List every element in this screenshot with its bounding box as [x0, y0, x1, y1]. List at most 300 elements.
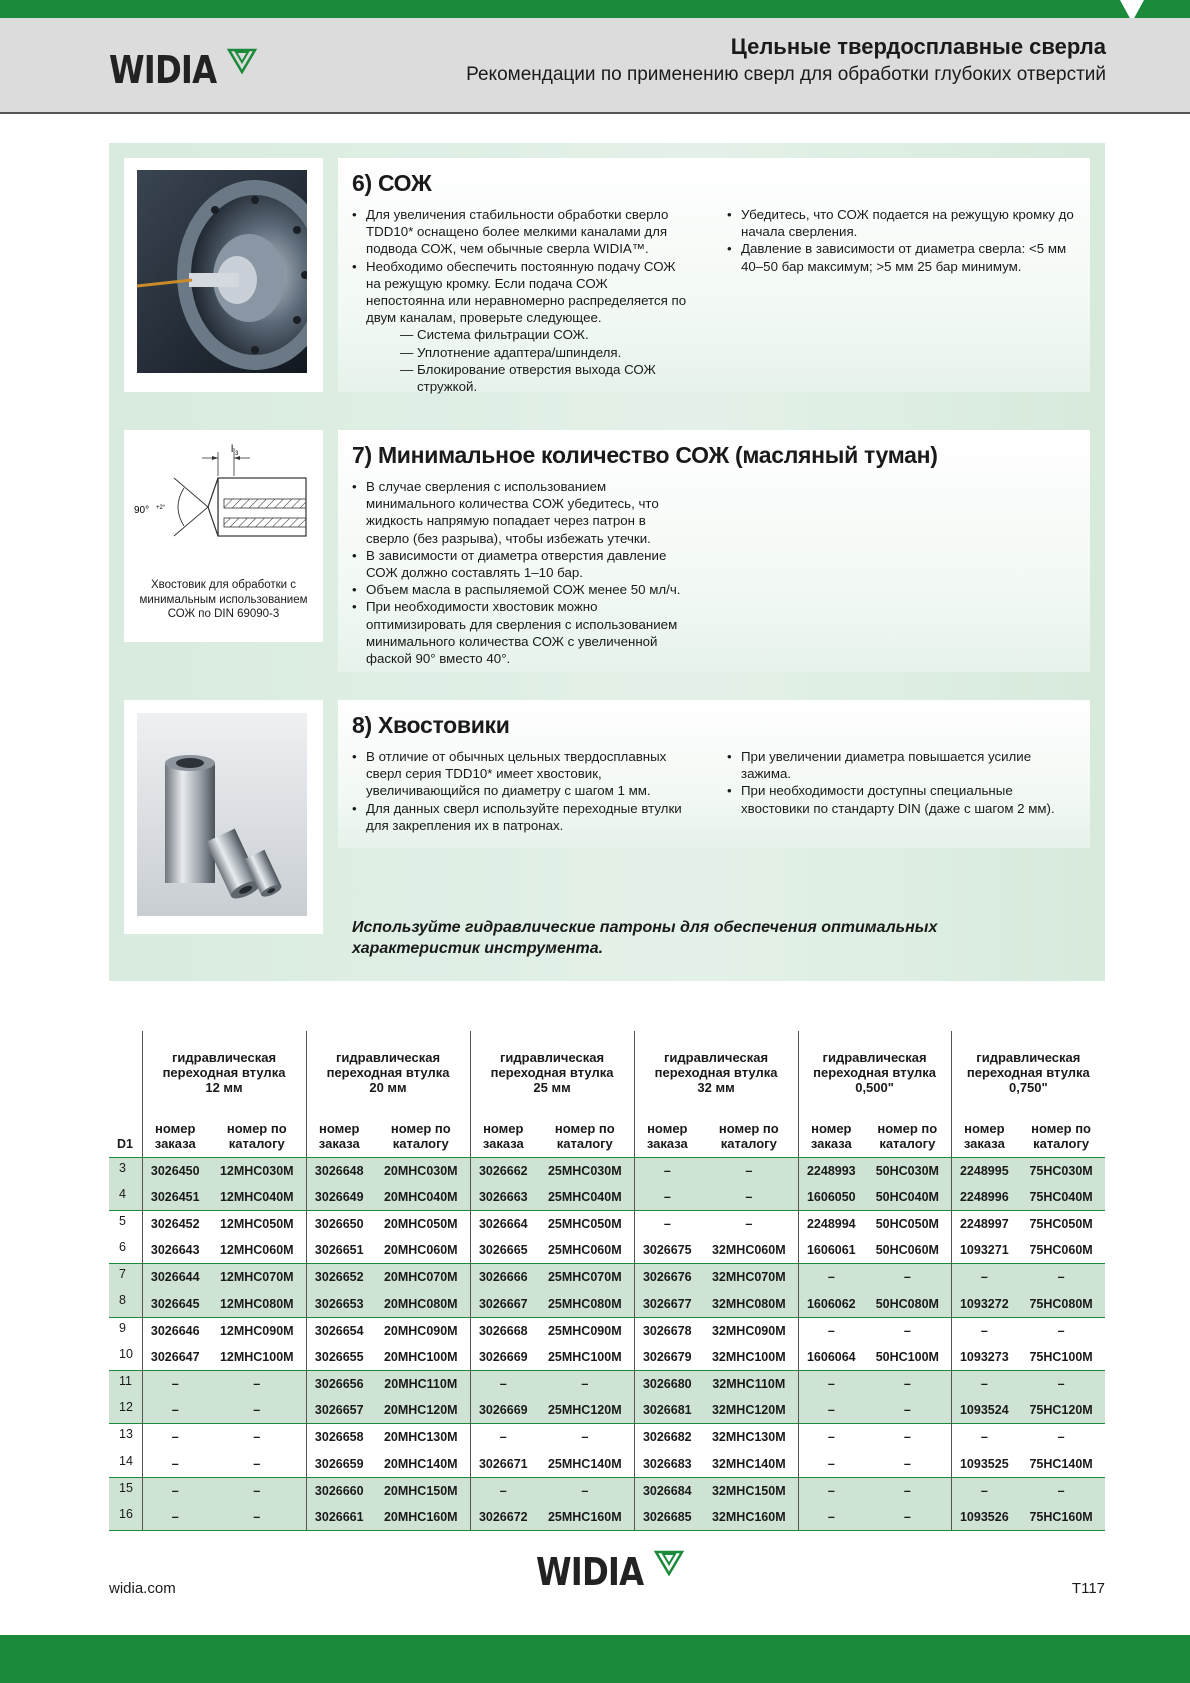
order-number-cell: 3026644: [142, 1264, 208, 1291]
catalog-number-cell: 12MHC090M: [208, 1317, 306, 1344]
catalog-number-cell: –: [1017, 1371, 1105, 1398]
order-number-cell: 3026647: [142, 1344, 208, 1371]
group-header: [470, 1031, 634, 1113]
table-row: [109, 1317, 1105, 1344]
order-number-cell: –: [951, 1317, 1017, 1344]
order-number-cell: –: [634, 1157, 700, 1184]
table-body: [109, 1157, 1105, 1531]
sub-line: номер: [647, 1120, 688, 1136]
catalog-number-cell: 32MHC090M: [700, 1317, 798, 1344]
catalog-number-cell: 25MHC090M: [536, 1317, 634, 1344]
group-line: 0,750": [1008, 1079, 1048, 1095]
table-row: [109, 1451, 1105, 1478]
catalog-number-cell: 50HC060M: [864, 1237, 951, 1264]
catalog-number-cell: –: [700, 1210, 798, 1237]
catalog-number-cell: –: [700, 1184, 798, 1211]
list-item: • Для данных сверл используйте переходные втулки для закрепления их в патронах.: [352, 800, 697, 834]
d1-header: D1: [109, 1113, 142, 1157]
top-green-bar: [0, 0, 1190, 18]
list-item: • При необходимости доступны специальные хвостовики по стандарту DIN (даже с шагом 2 мм).: [727, 782, 1082, 816]
mql-shank-diagram: [132, 438, 316, 558]
d1-cell: 10: [109, 1344, 142, 1371]
order-number-cell: 3026669: [470, 1397, 536, 1424]
order-number-cell: 3026679: [634, 1344, 700, 1371]
order-number-cell: 3026682: [634, 1424, 700, 1451]
catalog-number-cell: 25MHC100M: [536, 1344, 634, 1371]
page-header: [0, 18, 1190, 114]
order-number-cell: 3026664: [470, 1210, 536, 1237]
order-number-cell: 3026648: [306, 1157, 372, 1184]
group-line: гидравлическая: [822, 1049, 927, 1065]
order-number-cell: 3026650: [306, 1210, 372, 1237]
list-item: • Давление в зависимости от диаметра сверла: <5 мм 40–50 бар максимум; >5 мм 25 бар минимум.: [727, 240, 1082, 274]
spindle-photo: [137, 170, 307, 373]
order-number-cell: 3026678: [634, 1317, 700, 1344]
angle-label: 90°: [134, 505, 150, 516]
order-number-cell: –: [634, 1210, 700, 1237]
catalog-number-cell: –: [1017, 1424, 1105, 1451]
sub-line: номер по: [1031, 1120, 1091, 1136]
catalog-number-cell: 12MHC070M: [208, 1264, 306, 1291]
order-number-cell: 3026676: [634, 1264, 700, 1291]
order-number-cell: 3026671: [470, 1451, 536, 1478]
catalog-number-cell: 20MHC060M: [372, 1237, 470, 1264]
order-number-cell: 1093525: [951, 1451, 1017, 1478]
section-8-title: 8) Хвостовики: [352, 712, 510, 738]
catalog-number-cell: 50HC100M: [864, 1344, 951, 1371]
catalog-number-cell: –: [1017, 1317, 1105, 1344]
list-item: [352, 258, 687, 396]
footer-url: widia.com: [109, 1580, 176, 1597]
section-8-list-right: [727, 748, 1082, 817]
catalog-number-cell: 50HC040M: [864, 1184, 951, 1211]
order-number-cell: –: [142, 1424, 208, 1451]
section-8-list-left: [352, 748, 697, 834]
catalog-number-cell: –: [208, 1371, 306, 1398]
order-number-cell: 2248997: [951, 1210, 1017, 1237]
order-number-cell: –: [798, 1477, 864, 1504]
sub-line: номер: [319, 1120, 360, 1136]
angle-tolerance: +2°: [156, 505, 166, 511]
catalog-number-cell: –: [208, 1477, 306, 1504]
sub-line: каталогу: [392, 1135, 449, 1151]
sub-line: номер: [483, 1120, 524, 1136]
group-line: переходная втулка: [490, 1064, 614, 1080]
catalog-number-cell: –: [864, 1451, 951, 1478]
order-number-header: [142, 1113, 208, 1157]
table-row: [109, 1371, 1105, 1398]
d1-cell: 9: [109, 1317, 142, 1344]
table-row: [109, 1477, 1105, 1504]
sub-line: каталогу: [228, 1135, 285, 1151]
catalog-number-cell: 20MHC070M: [372, 1264, 470, 1291]
section-7-title: 7) Минимальное количество СОЖ (масляный туман): [352, 442, 938, 468]
order-number-cell: 3026663: [470, 1184, 536, 1211]
footer-logo: [536, 1550, 684, 1594]
sub-line: заказа: [318, 1135, 360, 1151]
catalog-number-cell: 20MHC050M: [372, 1210, 470, 1237]
group-line: переходная втулка: [966, 1064, 1090, 1080]
adapter-sleeve-table: [109, 1031, 1105, 1531]
catalog-number-cell: 75HC100M: [1017, 1344, 1105, 1371]
order-number-cell: 1093271: [951, 1237, 1017, 1264]
catalog-number-cell: 20MHC110M: [372, 1371, 470, 1398]
order-number-cell: 3026681: [634, 1397, 700, 1424]
catalog-number-cell: –: [536, 1424, 634, 1451]
catalog-number-cell: 20MHC080M: [372, 1290, 470, 1317]
sub-line: номер: [155, 1120, 196, 1136]
catalog-number-cell: 50HC080M: [864, 1290, 951, 1317]
order-number-cell: 3026655: [306, 1344, 372, 1371]
coolant-photo-box: [124, 158, 323, 392]
dim-label: l: [231, 444, 234, 455]
group-header: [634, 1031, 798, 1113]
order-number-cell: 3026452: [142, 1210, 208, 1237]
catalog-number-cell: –: [864, 1504, 951, 1531]
order-number-cell: –: [798, 1424, 864, 1451]
d1-cell: 6: [109, 1237, 142, 1264]
order-number-cell: 3026653: [306, 1290, 372, 1317]
group-line: переходная втулка: [162, 1064, 286, 1080]
group-line: гидравлическая: [335, 1049, 441, 1065]
d1-cell: 5: [109, 1210, 142, 1237]
catalog-number-cell: 32MHC150M: [700, 1477, 798, 1504]
order-number-cell: 3026451: [142, 1184, 208, 1211]
order-number-header: [798, 1113, 864, 1157]
order-number-cell: 3026683: [634, 1451, 700, 1478]
order-number-cell: 3026652: [306, 1264, 372, 1291]
shank-caption: Хвостовик для обработки с минимальным использованием СОЖ по DIN 69090-3: [139, 579, 308, 620]
sub-line: заказа: [482, 1135, 524, 1151]
table-row: [109, 1397, 1105, 1424]
order-number-cell: 3026654: [306, 1317, 372, 1344]
order-number-cell: 3026680: [634, 1371, 700, 1398]
d1-cell: 4: [109, 1184, 142, 1211]
catalog-number-cell: –: [864, 1397, 951, 1424]
d1-spacer: [109, 1031, 142, 1113]
table-row: [109, 1237, 1105, 1264]
group-header: [951, 1031, 1105, 1113]
widia-triangle-icon: [654, 1550, 684, 1576]
group-header: [306, 1031, 470, 1113]
order-number-cell: 2248995: [951, 1157, 1017, 1184]
catalog-number-cell: 32MHC070M: [700, 1264, 798, 1291]
catalog-number-cell: 75HC120M: [1017, 1397, 1105, 1424]
sub-line: номер по: [226, 1120, 287, 1136]
sleeve-table-wrap: [109, 1031, 1105, 1531]
catalog-number-cell: –: [864, 1424, 951, 1451]
widia-logo: [109, 48, 257, 92]
catalog-number-cell: 50HC050M: [864, 1210, 951, 1237]
catalog-number-cell: –: [208, 1451, 306, 1478]
table-row: [109, 1157, 1105, 1184]
sub-line: номер по: [390, 1120, 451, 1136]
d1-cell: 15: [109, 1477, 142, 1504]
catalog-number-cell: –: [864, 1477, 951, 1504]
shank-diagram-box: [124, 430, 323, 642]
order-number-cell: –: [142, 1371, 208, 1398]
order-number-cell: 1093524: [951, 1397, 1017, 1424]
catalog-number-cell: 25MHC140M: [536, 1451, 634, 1478]
list-item: • При увеличении диаметра повышается усилие зажима.: [727, 748, 1082, 782]
order-number-cell: 2248993: [798, 1157, 864, 1184]
catalog-number-cell: 50HC030M: [864, 1157, 951, 1184]
catalog-number-header: [536, 1113, 634, 1157]
order-number-cell: 3026665: [470, 1237, 536, 1264]
table-row: [109, 1424, 1105, 1451]
order-number-header: [470, 1113, 536, 1157]
list-item-text: Необходимо обеспечить постоянную подачу СОЖ на режущую кромку. Если подача СОЖ непостоянна или неравномерно распределяется по двум каналам, проверьте следующее.: [366, 258, 687, 326]
catalog-number-header: [208, 1113, 306, 1157]
catalog-number-cell: –: [1017, 1477, 1105, 1504]
order-number-cell: –: [951, 1424, 1017, 1451]
page-title: Цельные твердосплавные сверла: [730, 34, 1106, 59]
page-number: T117: [1071, 1580, 1105, 1597]
order-number-cell: 3026672: [470, 1504, 536, 1531]
group-line: 12 мм: [205, 1079, 243, 1095]
order-number-cell: 2248994: [798, 1210, 864, 1237]
order-number-cell: –: [142, 1397, 208, 1424]
group-line: гидравлическая: [171, 1049, 277, 1065]
logo-wordmark: WIDIA: [109, 48, 217, 92]
sublist-item: — Уплотнение адаптера/шпинделя.: [400, 344, 687, 361]
catalog-number-cell: 75HC040M: [1017, 1184, 1105, 1211]
order-number-cell: 3026662: [470, 1157, 536, 1184]
catalog-number-cell: 25MHC040M: [536, 1184, 634, 1211]
catalog-number-cell: 32MHC110M: [700, 1371, 798, 1398]
order-number-cell: 3026661: [306, 1504, 372, 1531]
order-number-cell: 3026659: [306, 1451, 372, 1478]
catalog-number-cell: 20MHC030M: [372, 1157, 470, 1184]
group-line: гидравлическая: [664, 1049, 769, 1065]
group-line: гидравлическая: [976, 1049, 1081, 1065]
sublist-item: — Система фильтрации СОЖ.: [400, 326, 687, 343]
catalog-number-cell: 12MHC060M: [208, 1237, 306, 1264]
order-number-cell: 3026645: [142, 1290, 208, 1317]
order-number-cell: –: [951, 1264, 1017, 1291]
order-number-cell: 3026660: [306, 1477, 372, 1504]
catalog-number-cell: 20MHC090M: [372, 1317, 470, 1344]
catalog-number-header: [372, 1113, 470, 1157]
order-number-cell: 3026669: [470, 1344, 536, 1371]
catalog-number-cell: 20MHC150M: [372, 1477, 470, 1504]
catalog-number-cell: 12MHC040M: [208, 1184, 306, 1211]
order-number-cell: 1093273: [951, 1344, 1017, 1371]
order-number-cell: 3026658: [306, 1424, 372, 1451]
sub-header-row: [109, 1113, 1105, 1157]
catalog-number-cell: 12MHC050M: [208, 1210, 306, 1237]
order-number-cell: 3026649: [306, 1184, 372, 1211]
order-number-cell: –: [798, 1451, 864, 1478]
catalog-number-cell: –: [1017, 1264, 1105, 1291]
order-number-cell: –: [142, 1504, 208, 1531]
order-number-cell: –: [798, 1371, 864, 1398]
catalog-number-cell: 25MHC160M: [536, 1504, 634, 1531]
catalog-number-cell: 20MHC140M: [372, 1451, 470, 1478]
sub-line: заказа: [646, 1135, 688, 1151]
sub-line: номер по: [554, 1120, 615, 1136]
page-subtitle: Рекомендации по применению сверл для обработки глубоких отверстий: [466, 64, 1106, 85]
catalog-number-header: [700, 1113, 798, 1157]
catalog-number-cell: 75HC060M: [1017, 1237, 1105, 1264]
group-line: переходная втулка: [326, 1064, 450, 1080]
d1-cell: 3: [109, 1157, 142, 1184]
bottom-green-bar: [0, 1635, 1190, 1683]
catalog-number-cell: 12MHC080M: [208, 1290, 306, 1317]
group-line: переходная втулка: [654, 1064, 778, 1080]
catalog-number-cell: –: [864, 1317, 951, 1344]
catalog-number-cell: 32MHC130M: [700, 1424, 798, 1451]
dim-subscript: 3: [235, 451, 239, 457]
section-6-list-left: [352, 206, 687, 395]
order-number-cell: 3026450: [142, 1157, 208, 1184]
order-number-cell: –: [470, 1477, 536, 1504]
check-sublist: [366, 326, 687, 395]
table-row: [109, 1184, 1105, 1211]
footer-logo-wordmark: WIDIA: [536, 1550, 644, 1594]
catalog-number-cell: 75HC080M: [1017, 1290, 1105, 1317]
group-line: 0,500": [855, 1079, 894, 1095]
sub-line: заказа: [810, 1135, 852, 1151]
group-line: гидравлическая: [500, 1049, 605, 1065]
catalog-number-cell: 32MHC160M: [700, 1504, 798, 1531]
order-number-cell: –: [470, 1371, 536, 1398]
d1-cell: 8: [109, 1290, 142, 1317]
catalog-number-cell: 20MHC100M: [372, 1344, 470, 1371]
catalog-number-cell: 25MHC120M: [536, 1397, 634, 1424]
order-number-cell: –: [634, 1184, 700, 1211]
order-number-cell: 3026666: [470, 1264, 536, 1291]
catalog-number-cell: 12MHC030M: [208, 1157, 306, 1184]
order-number-cell: 1093272: [951, 1290, 1017, 1317]
catalog-number-header: [1017, 1113, 1105, 1157]
catalog-number-cell: 25MHC060M: [536, 1237, 634, 1264]
catalog-number-cell: 32MHC080M: [700, 1290, 798, 1317]
order-number-cell: 1606062: [798, 1290, 864, 1317]
table-row: [109, 1210, 1105, 1237]
catalog-number-cell: –: [208, 1397, 306, 1424]
catalog-number-cell: 75HC030M: [1017, 1157, 1105, 1184]
catalog-number-cell: –: [864, 1264, 951, 1291]
catalog-number-cell: 12MHC100M: [208, 1344, 306, 1371]
order-number-cell: 1606050: [798, 1184, 864, 1211]
order-number-cell: –: [798, 1317, 864, 1344]
note-line: Используйте гидравлические патроны для обеспечения оптимальных: [352, 919, 938, 936]
d1-cell: 12: [109, 1397, 142, 1424]
sub-line: каталогу: [720, 1135, 777, 1151]
catalog-number-cell: 20MHC040M: [372, 1184, 470, 1211]
catalog-number-cell: 20MHC160M: [372, 1504, 470, 1531]
d1-cell: 13: [109, 1424, 142, 1451]
sub-line: номер: [964, 1120, 1005, 1136]
group-line: переходная втулка: [813, 1064, 936, 1080]
catalog-number-cell: –: [700, 1157, 798, 1184]
list-item: • Убедитесь, что СОЖ подается на режущую кромку до начала сверления.: [727, 206, 1082, 240]
catalog-number-cell: 75HC050M: [1017, 1210, 1105, 1237]
widia-triangle-icon: [227, 48, 257, 74]
order-number-header: [951, 1113, 1017, 1157]
sub-line: каталогу: [556, 1135, 613, 1151]
catalog-number-cell: 75HC140M: [1017, 1451, 1105, 1478]
catalog-number-cell: 75HC160M: [1017, 1504, 1105, 1531]
order-number-cell: –: [951, 1477, 1017, 1504]
order-number-cell: 3026685: [634, 1504, 700, 1531]
group-header: [798, 1031, 951, 1113]
catalog-number-cell: –: [864, 1371, 951, 1398]
order-number-header: [634, 1113, 700, 1157]
sub-line: каталогу: [1033, 1135, 1090, 1151]
order-number-cell: 1093526: [951, 1504, 1017, 1531]
order-number-cell: 3026677: [634, 1290, 700, 1317]
group-line: 20 мм: [369, 1079, 407, 1095]
note-line: характеристик инструмента.: [352, 940, 604, 957]
order-number-cell: –: [470, 1424, 536, 1451]
order-number-cell: 3026657: [306, 1397, 372, 1424]
group-header: [142, 1031, 306, 1113]
catalog-number-cell: 32MHC060M: [700, 1237, 798, 1264]
sub-line: заказа: [963, 1135, 1005, 1151]
table-row: [109, 1290, 1105, 1317]
catalog-number-cell: 32MHC140M: [700, 1451, 798, 1478]
order-number-cell: 3026643: [142, 1237, 208, 1264]
catalog-number-header: [864, 1113, 951, 1157]
catalog-number-cell: 32MHC120M: [700, 1397, 798, 1424]
order-number-cell: 2248996: [951, 1184, 1017, 1211]
d1-cell: 14: [109, 1451, 142, 1478]
order-number-cell: 3026675: [634, 1237, 700, 1264]
adapter-sleeves-photo: [137, 713, 307, 916]
sublist-item: — Блокирование отверстия выхода СОЖ стружкой.: [400, 361, 687, 395]
group-header-row: [109, 1031, 1105, 1113]
sleeve-photo-box: [124, 700, 323, 934]
catalog-number-cell: 25MHC080M: [536, 1290, 634, 1317]
order-number-header: [306, 1113, 372, 1157]
order-number-cell: –: [951, 1371, 1017, 1398]
list-item: • В зависимости от диаметра отверстия давление СОЖ должно составлять 1–10 бар.: [352, 547, 692, 581]
list-item: • При необходимости хвостовик можно оптимизировать для сверления с использованием минимального количества СОЖ с увеличенной фаской 90° вместо 40°.: [352, 598, 692, 667]
section-6-list-right: [727, 206, 1082, 275]
table-row: [109, 1504, 1105, 1531]
list-item: • Для увеличения стабильности обработки сверло TDD10* оснащено более мелкими каналами для подвода СОЖ, чем обычные сверла WIDIA™.: [352, 206, 687, 258]
order-number-cell: –: [798, 1264, 864, 1291]
order-number-cell: –: [142, 1477, 208, 1504]
catalog-number-cell: 20MHC120M: [372, 1397, 470, 1424]
order-number-cell: 1606064: [798, 1344, 864, 1371]
order-number-cell: 3026668: [470, 1317, 536, 1344]
order-number-cell: 3026667: [470, 1290, 536, 1317]
list-item: • В случае сверления с использованием минимального количества СОЖ убедитесь, что жидкость напрямую попадает через патрон в сверло (без разрыва), чтобы избежать утечки.: [352, 478, 692, 547]
order-number-cell: 3026684: [634, 1477, 700, 1504]
catalog-number-cell: 25MHC070M: [536, 1264, 634, 1291]
catalog-number-cell: 20MHC130M: [372, 1424, 470, 1451]
list-item: • Объем масла в распыляемой СОЖ менее 50 мл/ч.: [352, 581, 692, 598]
hydraulic-chuck-note: [352, 917, 937, 959]
sub-line: каталогу: [879, 1135, 936, 1151]
catalog-number-cell: –: [208, 1424, 306, 1451]
order-number-cell: 3026651: [306, 1237, 372, 1264]
d1-cell: 11: [109, 1371, 142, 1398]
table-row: [109, 1344, 1105, 1371]
d1-cell: 7: [109, 1264, 142, 1291]
d1-cell: 16: [109, 1504, 142, 1531]
table-row: [109, 1264, 1105, 1291]
section-7-list: [352, 478, 692, 667]
catalog-number-cell: –: [536, 1371, 634, 1398]
sub-line: номер по: [877, 1120, 938, 1136]
order-number-cell: –: [142, 1451, 208, 1478]
sub-line: номер: [811, 1120, 852, 1136]
catalog-number-cell: –: [536, 1477, 634, 1504]
